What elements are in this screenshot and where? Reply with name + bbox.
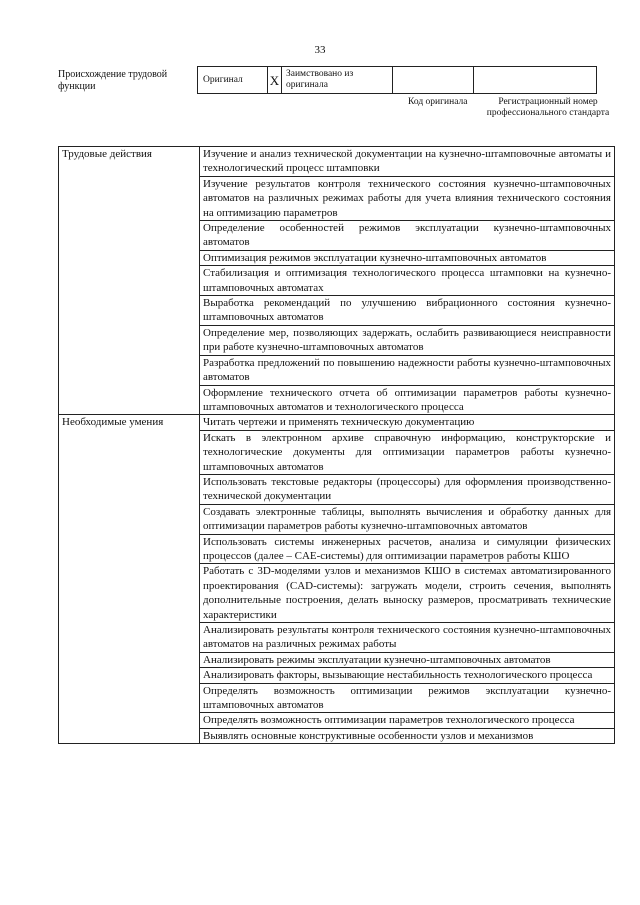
code-caption: Код оригинала: [408, 97, 468, 107]
labor-actions-item: Определение особенностей режимов эксплуатации кузнечно-штамповочных автоматов: [200, 221, 615, 251]
labor-actions-item: Стабилизация и оптимизация технологического процесса штамповки на кузнечно-штамповочных автоматах: [200, 266, 615, 296]
labor-actions-item: Определение мер, позволяющих задержать, ослабить развивающиеся неисправности при работе кузнечно-штамповочных автоматов: [200, 325, 615, 355]
labor-actions-title: Трудовые действия: [59, 147, 200, 415]
reg-number-cell: [474, 67, 597, 94]
origin-label: Происхождение трудовой функции: [58, 69, 168, 92]
required-skills-item: Использовать текстовые редакторы (процессоры) для оформления производственно-технической документации: [200, 474, 615, 504]
required-skills-item: Анализировать результаты контроля технического состояния кузнечно-штамповочных автоматов на различных режимах работы: [200, 623, 615, 653]
labor-actions-item: Изучение и анализ технической документации на кузнечно-штамповочные автоматы и технологический процесс штамповки: [200, 147, 615, 177]
function-table: [58, 146, 615, 744]
required-skills-item: Искать в электронном архиве справочную информацию, конструкторские и технологические документы для оптимизации параметров работы кузнечно-штамповочных автоматов: [200, 430, 615, 474]
reg-caption: Регистрационный номер профессионального стандарта: [486, 97, 610, 118]
original-mark: X: [268, 67, 282, 94]
origin-table: [197, 66, 597, 94]
required-skills-item: Работать с 3D-моделями узлов и механизмов КШО в системах автоматизированного проектирования (CAD-системы): загружать модели, строить сечения, выполнять дополнительные построения, делать выноску размеров, просматривать технические характеристики: [200, 564, 615, 623]
required-skills-item: Создавать электронные таблицы, выполнять вычисления и обработку данных для оптимизации параметров работы кузнечно-штамповочных автоматов: [200, 504, 615, 534]
required-skills-item: Анализировать факторы, вызывающие нестабильность технологического процесса: [200, 668, 615, 683]
required-skills-item: Определять возможность оптимизации режимов эксплуатации кузнечно-штамповочных автоматов: [200, 683, 615, 713]
labor-actions-item: Оптимизация режимов эксплуатации кузнечно-штамповочных автоматов: [200, 250, 615, 265]
labor-actions-item: Оформление технического отчета об оптимизации параметров работы кузнечно-штамповочных автоматов и технологического процесса: [200, 385, 615, 415]
required-skills-title: Необходимые умения: [59, 415, 200, 744]
required-skills-item: Анализировать режимы эксплуатации кузнечно-штамповочных автоматов: [200, 652, 615, 667]
borrowed-cell: Заимствовано из оригинала: [282, 67, 393, 94]
labor-actions-item: Разработка предложений по повышению надежности работы кузнечно-штамповочных автоматов: [200, 355, 615, 385]
original-cell: Оригинал: [198, 67, 268, 94]
required-skills-item: Использовать системы инженерных расчетов, анализа и симуляции физических процессов (далее – CAE-системы) для оптимизации параметров работы КШО: [200, 534, 615, 564]
page-number: 33: [314, 44, 326, 56]
labor-actions-row: [59, 147, 615, 177]
code-cell: [393, 67, 474, 94]
labor-actions-item: Изучение результатов контроля технического состояния кузнечно-штамповочных автоматов на различных режимах работы для учета влияния технического состояния на оптимизацию параметров: [200, 176, 615, 220]
required-skills-item: Выявлять основные конструктивные особенности узлов и механизмов: [200, 728, 615, 743]
required-skills-row: [59, 415, 615, 430]
required-skills-item: Определять возможность оптимизации параметров технологического процесса: [200, 713, 615, 728]
labor-actions-item: Выработка рекомендаций по улучшению вибрационного состояния кузнечно-штамповочных автоматов: [200, 296, 615, 326]
required-skills-item: Читать чертежи и применять техническую документацию: [200, 415, 615, 430]
